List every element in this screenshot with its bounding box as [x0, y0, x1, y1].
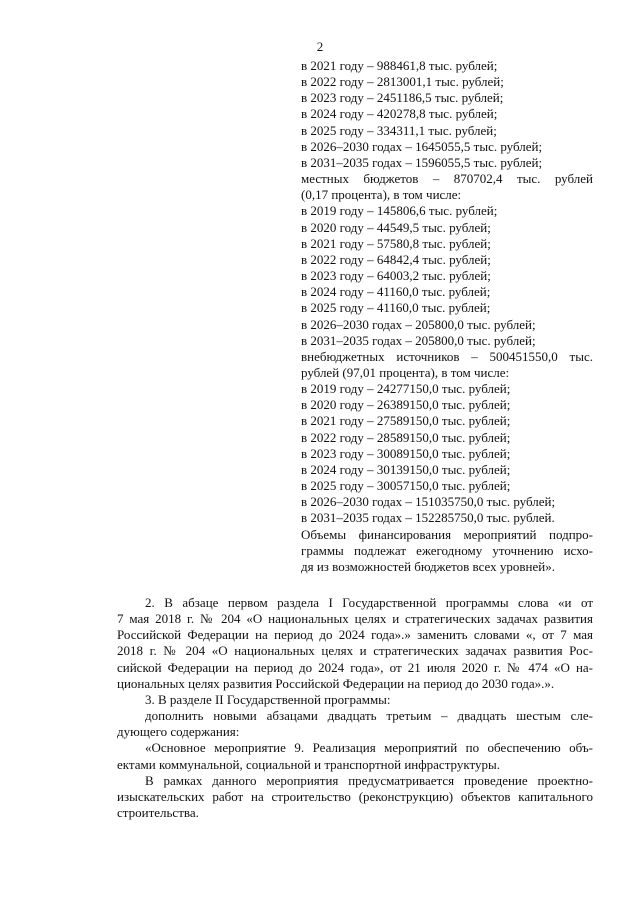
column-line: в 2022 году – 2813001,1 тыс. рублей; [301, 74, 504, 90]
column-line: в 2024 году – 30139150,0 тыс. рублей; [301, 461, 511, 477]
column-line: в 2023 году – 2451186,5 тыс. рублей; [301, 90, 504, 106]
body-line: строительства. [117, 805, 199, 821]
column-line: в 2019 году – 24277150,0 тыс. рублей; [301, 381, 511, 397]
column-line: (0,17 процента), в том числе: [301, 187, 462, 203]
column-line: в 2025 году – 334311,1 тыс. рублей; [301, 122, 497, 138]
column-line: граммы подлежат ежегодному уточнению исхо- [301, 542, 593, 558]
column-line: в 2026–2030 годах – 1645055,5 тыс. рублей; [301, 138, 543, 154]
body-line: ектами коммунальной, социальной и транспортной инфраструктуры. [117, 756, 500, 772]
column-line: в 2024 году – 420278,8 тыс. рублей; [301, 106, 498, 122]
body-line: дополнить новыми абзацами двадцать третьим – двадцать шестым сле- [145, 708, 593, 724]
column-line: в 2025 году – 30057150,0 тыс. рублей; [301, 478, 511, 494]
column-line: в 2021 году – 57580,8 тыс. рублей; [301, 235, 491, 251]
column-line: дя из возможностей бюджетов всех уровней». [301, 558, 555, 574]
column-line: в 2022 году – 64842,4 тыс. рублей; [301, 251, 491, 267]
page-number: 2 [316, 39, 324, 54]
body-line: дующего содержания: [117, 724, 240, 740]
column-line: в 2024 году – 41160,0 тыс. рублей; [301, 284, 491, 300]
column-line: в 2031–2035 годах – 1596055,5 тыс. рублей; [301, 154, 543, 170]
column-line: в 2023 году – 64003,2 тыс. рублей; [301, 268, 491, 284]
body-line: циональных целях развития Российской Федерации на период до 2030 года».». [117, 675, 555, 691]
column-line: местных бюджетов – 870702,4 тыс. рублей [301, 171, 593, 187]
body-line: сийской Федерации на период до 2024 года», от 21 июля 2020 г. № 474 «О на- [117, 659, 593, 675]
body-text [117, 595, 593, 821]
column-line: в 2020 году – 26389150,0 тыс. рублей; [301, 397, 511, 413]
body-line: «Основное мероприятие 9. Реализация мероприятий по обеспечению объ- [145, 740, 593, 756]
body-line: 3. В разделе II Государственной программы: [145, 691, 391, 707]
column-line: в 2019 году – 145806,6 тыс. рублей; [301, 203, 498, 219]
column-line: Объемы финансирования мероприятий подпро- [301, 526, 593, 542]
funding-column [301, 58, 593, 575]
body-line: изыскательских работ на строительство (реконструкцию) объектов капитального [117, 788, 593, 804]
column-line: в 2022 году – 28589150,0 тыс. рублей; [301, 429, 511, 445]
body-line: Российской Федерации на период до 2024 года».» заменить словами «, от 7 мая [117, 627, 593, 643]
body-line: 2018 г. № 204 «О национальных целях и стратегических задачах развития Рос- [117, 643, 593, 659]
column-line: в 2021 году – 27589150,0 тыс. рублей; [301, 413, 511, 429]
body-line: 2. В абзаце первом раздела I Государственной программы слова «и от [145, 595, 593, 610]
column-line: в 2025 году – 41160,0 тыс. рублей; [301, 300, 491, 316]
body-line: В рамках данного мероприятия предусматривается проведение проектно- [145, 772, 593, 788]
body-line: 7 мая 2018 г. № 204 «О национальных целях и стратегических задачах развития [117, 611, 593, 627]
column-line: в 2020 году – 44549,5 тыс. рублей; [301, 219, 491, 235]
column-line: в 2026–2030 годах – 151035750,0 тыс. рублей; [301, 494, 556, 510]
column-line: в 2021 году – 988461,8 тыс. рублей; [301, 58, 498, 73]
column-line: в 2031–2035 годах – 205800,0 тыс. рублей; [301, 332, 536, 348]
column-line: в 2026–2030 годах – 205800,0 тыс. рублей; [301, 316, 536, 332]
column-line: в 2031–2035 годах – 152285750,0 тыс. рублей. [301, 510, 555, 526]
column-line: в 2023 году – 30089150,0 тыс. рублей; [301, 445, 511, 461]
column-line: рублей (97,01 процента), в том числе: [301, 364, 510, 380]
column-line: внебюджетных источников – 500451550,0 тыс. [301, 348, 593, 364]
